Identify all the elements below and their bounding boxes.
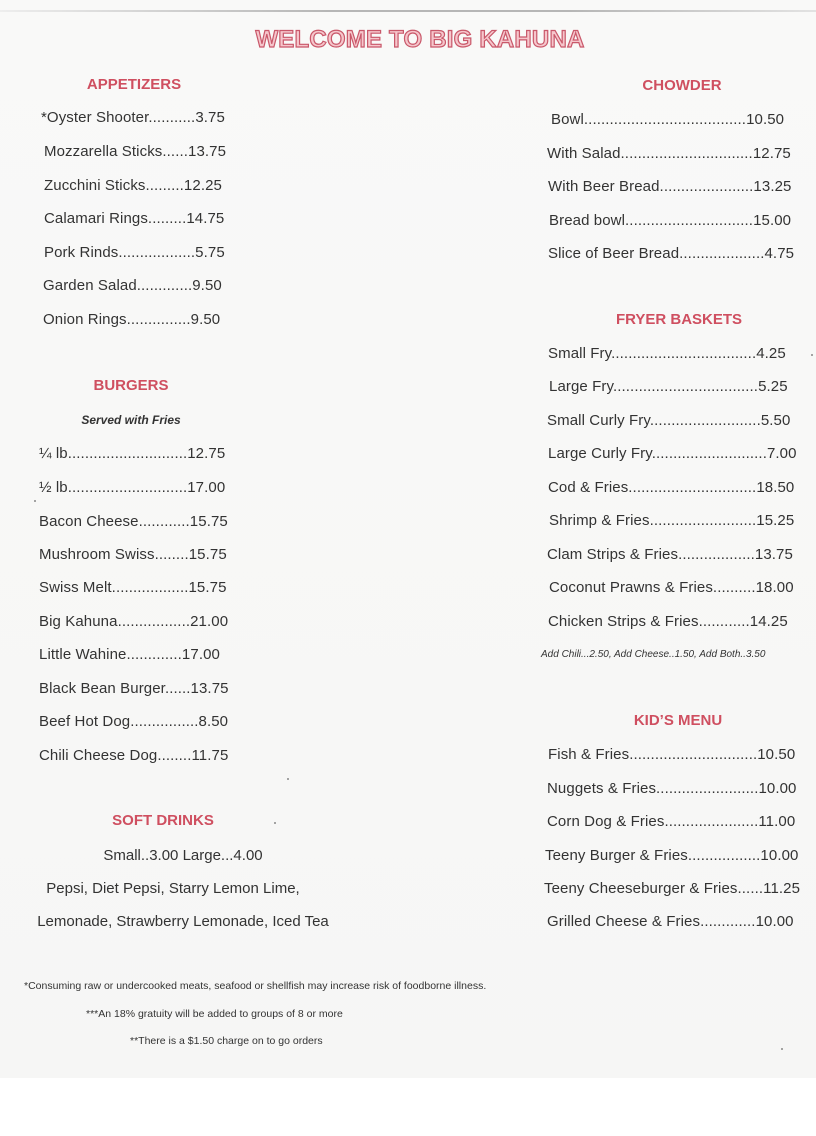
burger-item: Beef Hot Dog................8.50 (39, 713, 229, 730)
burger-item: Big Kahuna.................21.00 (39, 613, 229, 630)
chowder-item: Slice of Beer Bread....................4.75 (548, 245, 795, 262)
appetizer-item: Garden Salad.............9.50 (43, 277, 222, 294)
appetizer-item: Calamari Rings.........14.75 (44, 210, 225, 227)
to-go-charge-note: **There is a $1.50 charge on to go orders (130, 1035, 323, 1047)
soft-drinks-list: Lemonade, Strawberry Lemonade, Iced Tea (37, 913, 329, 930)
burger-item: Little Wahine.............17.00 (39, 646, 220, 663)
appetizer-item: Zucchini Sticks.........12.25 (44, 177, 222, 194)
fryer-item: Coconut Prawns & Fries..........18.00 (549, 579, 794, 596)
fryer-item: Chicken Strips & Fries............14.25 (548, 613, 788, 630)
scan-speck (811, 354, 813, 356)
burger-item: Bacon Cheese............15.75 (39, 513, 228, 530)
burger-item: Black Bean Burger......13.75 (39, 680, 229, 697)
gratuity-note: ***An 18% gratuity will be added to groups of 8 or more (86, 1008, 343, 1020)
kids-item: Fish & Fries..............................10.50 (548, 746, 796, 763)
fryer-item: Large Fry..................................5.25 (549, 378, 788, 395)
scan-speck (274, 822, 276, 824)
fryer-item: Clam Strips & Fries..................13.75 (547, 546, 793, 563)
appetizer-item: Mozzarella Sticks......13.75 (44, 143, 227, 160)
kids-item: Teeny Cheeseburger & Fries......11.25 (544, 880, 801, 897)
kids-menu-heading: KID’S MENU (633, 712, 723, 729)
fryer-item: Large Curly Fry...........................7.00 (548, 445, 797, 462)
soft-drinks-list: Pepsi, Diet Pepsi, Starry Lemon Lime, (46, 880, 300, 897)
burger-item: ¼ lb............................12.75 (39, 445, 226, 462)
chowder-item: With Beer Bread......................13.25 (548, 178, 792, 195)
fryer-item: Cod & Fries..............................18.50 (548, 479, 795, 496)
kids-item: Grilled Cheese & Fries.............10.00 (547, 913, 794, 930)
scan-top-edge (0, 10, 816, 12)
fryer-baskets-heading: FRYER BASKETS (615, 311, 743, 328)
burger-item: Mushroom Swiss........15.75 (39, 546, 227, 563)
burgers-subheading: Served with Fries (81, 413, 181, 427)
menu-title: WELCOME TO BIG KAHUNA (255, 26, 585, 53)
scan-speck (34, 500, 36, 502)
kids-item: Teeny Burger & Fries.................10.00 (545, 847, 799, 864)
chowder-item: With Salad...............................12.75 (547, 145, 791, 162)
fryer-item: Small Curly Fry..........................5.50 (547, 412, 791, 429)
appetizer-item: *Oyster Shooter...........3.75 (41, 109, 225, 126)
kids-item: Corn Dog & Fries......................11.00 (547, 813, 796, 830)
food-safety-disclaimer: *Consuming raw or undercooked meats, seafood or shellfish may increase risk of foodborne illness. (24, 980, 487, 992)
soft-drinks-sizes: Small..3.00 Large...4.00 (103, 847, 263, 864)
burger-item: Swiss Melt..................15.75 (39, 579, 227, 596)
appetizer-item: Onion Rings...............9.50 (43, 311, 221, 328)
soft-drinks-heading: SOFT DRINKS (112, 812, 214, 829)
chowder-heading: CHOWDER (642, 77, 722, 94)
fryer-item: Shrimp & Fries.........................15.25 (549, 512, 795, 529)
fryer-item: Small Fry..................................4.25 (548, 345, 786, 362)
burgers-heading: BURGERS (93, 377, 169, 394)
chowder-item: Bread bowl..............................15.00 (549, 212, 792, 229)
appetizer-item: Pork Rinds..................5.75 (44, 244, 225, 261)
kids-item: Nuggets & Fries........................10.00 (547, 780, 797, 797)
scan-speck (287, 778, 289, 780)
scan-speck (781, 1048, 783, 1050)
appetizers-heading: APPETIZERS (86, 76, 182, 93)
burger-item: Chili Cheese Dog........11.75 (39, 747, 229, 764)
burger-item: ½ lb............................17.00 (39, 479, 226, 496)
fryer-addons-note: Add Chili...2.50, Add Cheese..1.50, Add Both..3.50 (541, 649, 766, 660)
chowder-item: Bowl......................................10.50 (551, 111, 785, 128)
